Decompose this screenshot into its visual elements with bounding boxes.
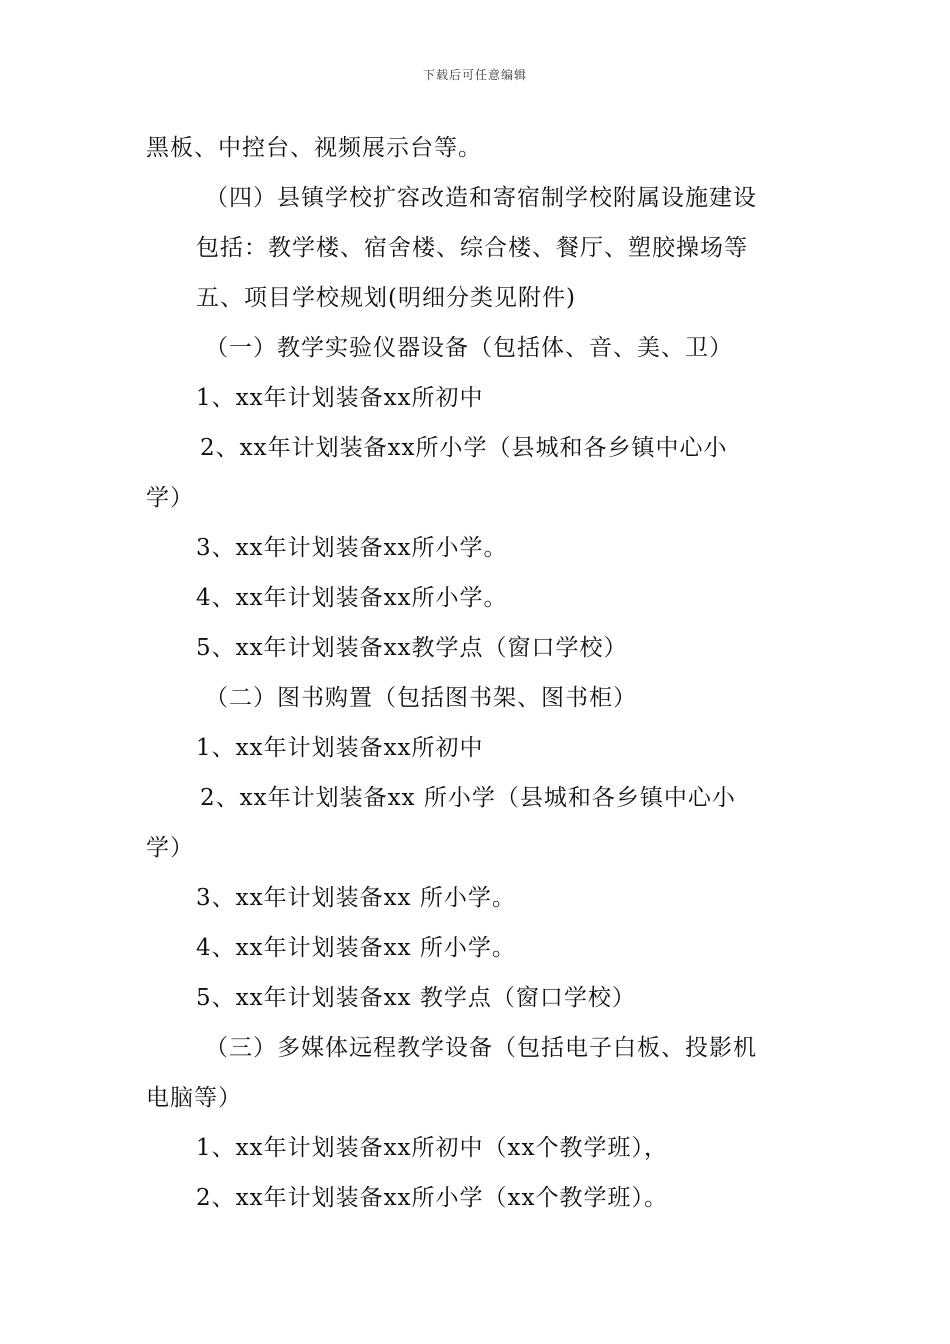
subsection-heading-1: （一）教学实验仪器设备（包括体、音、美、卫） [205, 335, 733, 361]
subsection-heading-3: （三）多媒体远程教学设备（包括电子白板、投影机 [205, 1035, 757, 1061]
list-item: 3、xx年计划装备xx 所小学。 [196, 885, 516, 911]
list-item: 3、xx年计划装备xx所小学。 [196, 535, 508, 561]
list-item: 2、xx年计划装备xx 所小学（县城和各乡镇中心小 [200, 785, 736, 811]
list-item: 4、xx年计划装备xx 所小学。 [196, 935, 516, 961]
list-item: 2、xx年计划装备xx所小学（xx个教学班）。 [196, 1185, 668, 1211]
list-item: 1、xx年计划装备xx所初中 [196, 735, 484, 761]
text-line: 包括：教学楼、宿舍楼、综合楼、餐厅、塑胶操场等 [196, 235, 748, 261]
list-item-continuation: 学） [146, 835, 194, 861]
section-heading-5: 五、项目学校规划(明细分类见附件) [196, 285, 576, 311]
page-header-note: 下载后可任意编辑 [422, 68, 527, 82]
list-item: 5、xx年计划装备xx 教学点（窗口学校） [196, 985, 636, 1011]
list-item: 1、xx年计划装备xx所初中 [196, 385, 484, 411]
list-item: 4、xx年计划装备xx所小学。 [196, 585, 508, 611]
list-item: 1、xx年计划装备xx所初中（xx个教学班）， [196, 1135, 668, 1161]
list-item-continuation: 学） [146, 485, 194, 511]
list-item: 5、xx年计划装备xx教学点（窗口学校） [196, 635, 628, 661]
section-heading-4: （四）县镇学校扩容改造和寄宿制学校附属设施建设 [205, 185, 757, 211]
subsection-heading-continuation: 电脑等） [146, 1085, 242, 1111]
list-item: 2、xx年计划装备xx所小学（县城和各乡镇中心小 [200, 435, 728, 461]
subsection-heading-2: （二）图书购置（包括图书架、图书柜） [205, 685, 637, 711]
text-line: 黑板、中控台、视频展示台等。 [146, 135, 482, 161]
